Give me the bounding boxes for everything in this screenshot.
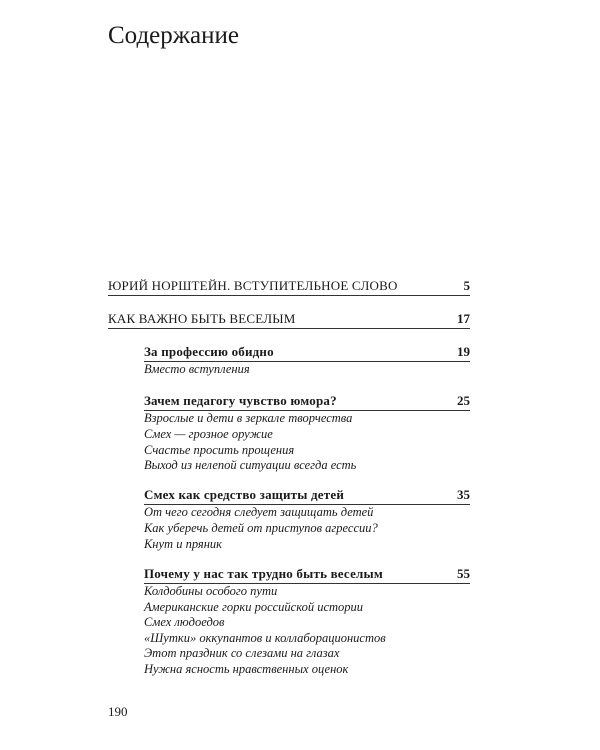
toc-subentry: Смех — грозное оружие bbox=[144, 427, 273, 441]
toc-subentry: Нужна ясность нравственных оценок bbox=[144, 662, 349, 676]
toc-entry-part-2[interactable] bbox=[108, 311, 470, 329]
toc-subentry: Этот праздник со слезами на глазах bbox=[144, 646, 340, 660]
toc-page-number: 55 bbox=[457, 566, 470, 581]
toc-subentry: Как уберечь детей от приступов агрессии? bbox=[144, 521, 378, 535]
toc-entry-chapter-2[interactable] bbox=[144, 393, 470, 411]
toc-subentry: От чего сегодня следует защищать детей bbox=[144, 505, 374, 519]
toc-subentry: Взрослые и дети в зеркале творчества bbox=[144, 411, 353, 425]
toc-entry-label: ЮРИЙ НОРШТЕЙН. ВСТУПИТЕЛЬНОЕ СЛОВО bbox=[108, 278, 398, 293]
page-title: Содержание bbox=[108, 22, 239, 49]
toc-entry-label: Почему у нас так трудно быть веселым bbox=[144, 566, 383, 581]
toc-entry-label: КАК ВАЖНО БЫТЬ ВЕСЕЛЫМ bbox=[108, 311, 296, 326]
toc-page-number: 19 bbox=[457, 344, 470, 359]
toc-page-number: 35 bbox=[457, 487, 470, 502]
toc-subentry: «Шутки» оккупантов и коллаборационистов bbox=[144, 631, 386, 645]
toc-subentry: Вместо вступления bbox=[144, 362, 250, 376]
toc-entry-label: За профессию обидно bbox=[144, 344, 274, 359]
toc-page-number: 17 bbox=[457, 311, 470, 326]
toc-subentry: Кнут и пряник bbox=[144, 537, 223, 551]
toc-page-number: 25 bbox=[457, 393, 470, 408]
toc-entry-part-1[interactable] bbox=[108, 278, 470, 296]
toc-page-number: 5 bbox=[463, 278, 470, 293]
toc-entry-label: Зачем педагогу чувство юмора? bbox=[144, 393, 337, 408]
toc-subentry: Выход из нелепой ситуации всегда есть bbox=[144, 458, 357, 472]
toc-subentry: Смех людоедов bbox=[144, 615, 225, 629]
toc-entry-label: Смех как средство защиты детей bbox=[144, 487, 345, 502]
toc-subentry: Колдобины особого пути bbox=[144, 584, 278, 598]
toc-entry-chapter-3[interactable] bbox=[144, 487, 470, 505]
toc-subentry: Счастье просить прощения bbox=[144, 443, 295, 457]
toc-entry-chapter-1[interactable] bbox=[144, 344, 470, 362]
toc-entry-chapter-4[interactable] bbox=[144, 566, 470, 584]
toc-subentry: Американские горки российской истории bbox=[144, 600, 364, 614]
page-number: 190 bbox=[108, 704, 128, 719]
